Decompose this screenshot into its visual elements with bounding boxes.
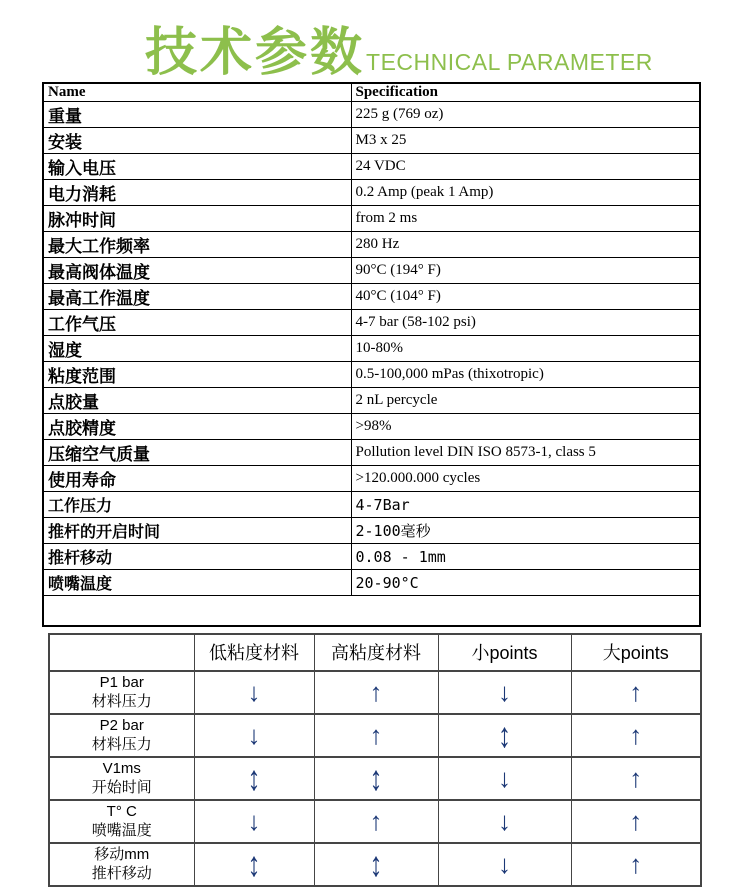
row-label-line1: V1ms	[102, 759, 141, 777]
spec-value-cell: 280 Hz	[351, 232, 700, 258]
spec-empty-row	[43, 596, 700, 626]
comparison-corner-cell	[49, 634, 194, 671]
spec-name-cell: 安装	[43, 128, 351, 154]
spec-row	[43, 128, 700, 154]
row-label-line2: 喷嘴温度	[91, 822, 152, 839]
comparison-row	[49, 757, 701, 800]
spec-name-cell: 重量	[43, 102, 351, 128]
updown-arrow-icon: ↕	[314, 757, 438, 800]
spec-row	[43, 414, 700, 440]
up-arrow-icon: ↑	[571, 757, 701, 800]
up-arrow-icon: ↑	[314, 671, 438, 714]
row-label-line1: 移动mm	[94, 845, 150, 863]
comparison-row-label	[49, 757, 194, 800]
spec-name-cell: 使用寿命	[43, 466, 351, 492]
up-arrow-icon: ↑	[571, 843, 701, 886]
comparison-row	[49, 714, 701, 757]
spec-name-cell: 粘度范围	[43, 362, 351, 388]
spec-value-cell: 0.5-100,000 mPas (thixotropic)	[351, 362, 700, 388]
comparison-column-header: 高粘度材料	[314, 634, 438, 671]
updown-arrow-icon: ↕	[194, 843, 314, 886]
spec-row	[43, 180, 700, 206]
spec-row	[43, 232, 700, 258]
updown-arrow-icon: ↕	[438, 714, 571, 757]
spec-row	[43, 154, 700, 180]
spec-value-cell: Pollution level DIN ISO 8573-1, class 5	[351, 440, 700, 466]
comparison-row-label	[49, 714, 194, 757]
comparison-column-header: 大points	[571, 634, 701, 671]
spec-value-cell: 24 VDC	[351, 154, 700, 180]
spec-value-cell: 2 nL percycle	[351, 388, 700, 414]
spec-value-cell: 0.2 Amp (peak 1 Amp)	[351, 180, 700, 206]
comparison-row	[49, 671, 701, 714]
spec-value-cell: 4-7Bar	[351, 492, 700, 518]
spec-name-cell: 喷嘴温度	[43, 570, 351, 596]
spec-row	[43, 206, 700, 232]
spec-value-cell: 40°C (104° F)	[351, 284, 700, 310]
down-arrow-icon: ↓	[194, 671, 314, 714]
comparison-column-header: 小points	[438, 634, 571, 671]
spec-table	[42, 82, 701, 627]
updown-arrow-icon: ↕	[194, 757, 314, 800]
spec-value-cell: 2-100毫秒	[351, 518, 700, 544]
spec-value-cell: >120.000.000 cycles	[351, 466, 700, 492]
spec-value-cell: 10-80%	[351, 336, 700, 362]
spec-row	[43, 336, 700, 362]
spec-row	[43, 518, 700, 544]
down-arrow-icon: ↓	[194, 714, 314, 757]
spec-name-cell: 最高阀体温度	[43, 258, 351, 284]
spec-table-rows	[43, 83, 700, 626]
spec-value-cell: 4-7 bar (58-102 psi)	[351, 310, 700, 336]
spec-value-cell: from 2 ms	[351, 206, 700, 232]
spec-value-cell: M3 x 25	[351, 128, 700, 154]
spec-value-cell: 90°C (194° F)	[351, 258, 700, 284]
comparison-table	[48, 633, 702, 887]
spec-value-cell: 225 g (769 oz)	[351, 102, 700, 128]
comparison-column-header: 低粘度材料	[194, 634, 314, 671]
comparison-header-row	[49, 634, 701, 671]
spec-row	[43, 492, 700, 518]
row-label-line2: 开始时间	[91, 779, 152, 796]
spec-header-name: Name	[43, 83, 351, 102]
spec-name-cell: 点胶精度	[43, 414, 351, 440]
down-arrow-icon: ↓	[438, 757, 571, 800]
spec-row	[43, 310, 700, 336]
spec-name-cell: 压缩空气质量	[43, 440, 351, 466]
down-arrow-icon: ↓	[194, 800, 314, 843]
down-arrow-icon: ↓	[438, 800, 571, 843]
down-arrow-icon: ↓	[438, 843, 571, 886]
page-title: 技术参数	[145, 24, 366, 82]
page-subtitle: TECHNICAL PARAMETER	[366, 49, 653, 75]
spec-name-cell: 推杆的开启时间	[43, 518, 351, 544]
spec-empty-cell	[43, 596, 700, 626]
spec-name-cell: 工作压力	[43, 492, 351, 518]
comparison-row-label	[49, 671, 194, 714]
row-label-line1: T° C	[106, 802, 137, 820]
spec-row	[43, 258, 700, 284]
down-arrow-icon: ↓	[438, 671, 571, 714]
comparison-row-label	[49, 843, 194, 886]
spec-name-cell: 工作气压	[43, 310, 351, 336]
comparison-row	[49, 843, 701, 886]
spec-row	[43, 570, 700, 596]
page-header	[0, 0, 750, 82]
spec-name-cell: 最大工作频率	[43, 232, 351, 258]
spec-name-cell: 最高工作温度	[43, 284, 351, 310]
up-arrow-icon: ↑	[314, 800, 438, 843]
spec-row	[43, 440, 700, 466]
spec-name-cell: 电力消耗	[43, 180, 351, 206]
spec-row	[43, 362, 700, 388]
spec-value-cell: >98%	[351, 414, 700, 440]
spec-row	[43, 102, 700, 128]
comparison-table-rows	[49, 671, 701, 886]
up-arrow-icon: ↑	[571, 714, 701, 757]
spec-value-cell: 20-90°C	[351, 570, 700, 596]
row-label-line1: P2 bar	[99, 716, 144, 734]
row-label-line2: 材料压力	[91, 736, 152, 753]
row-label-line1: P1 bar	[99, 673, 144, 691]
spec-header-specification: Specification	[351, 83, 700, 102]
spec-header-row	[43, 83, 700, 102]
spec-name-cell: 输入电压	[43, 154, 351, 180]
up-arrow-icon: ↑	[314, 714, 438, 757]
updown-arrow-icon: ↕	[314, 843, 438, 886]
spec-row	[43, 544, 700, 570]
spec-row	[43, 466, 700, 492]
spec-row	[43, 388, 700, 414]
row-label-line2: 材料压力	[91, 693, 152, 710]
up-arrow-icon: ↑	[571, 800, 701, 843]
spec-row	[43, 284, 700, 310]
spec-name-cell: 脉冲时间	[43, 206, 351, 232]
comparison-row-label	[49, 800, 194, 843]
spec-value-cell: 0.08 - 1mm	[351, 544, 700, 570]
up-arrow-icon: ↑	[571, 671, 701, 714]
comparison-row	[49, 800, 701, 843]
spec-name-cell: 湿度	[43, 336, 351, 362]
spec-name-cell: 推杆移动	[43, 544, 351, 570]
row-label-line2: 推杆移动	[91, 865, 152, 882]
spec-name-cell: 点胶量	[43, 388, 351, 414]
